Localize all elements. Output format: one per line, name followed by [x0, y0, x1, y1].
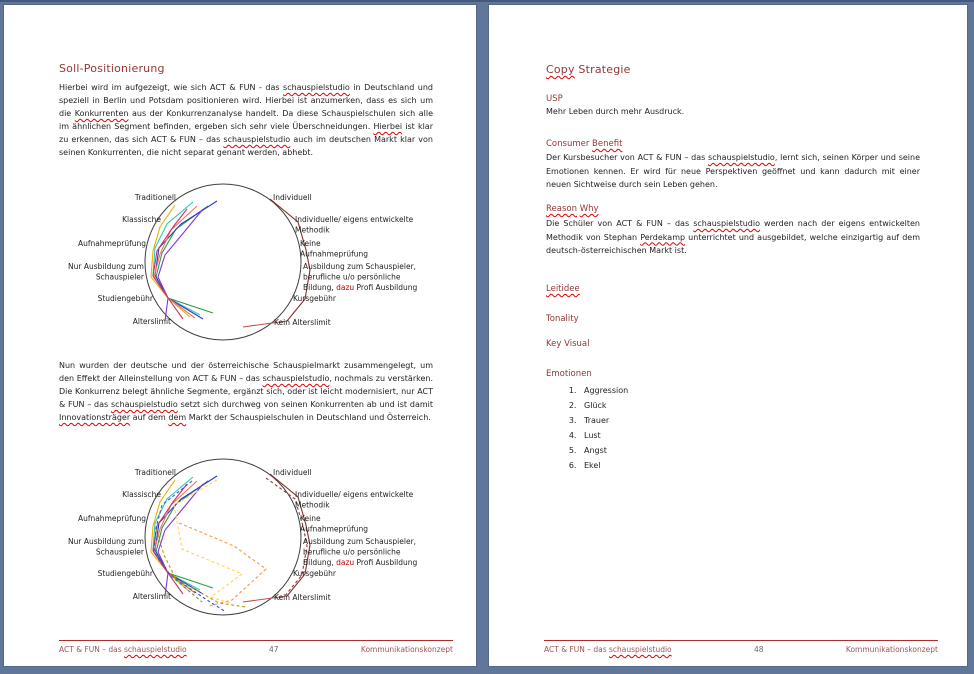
emotion-list: [546, 383, 628, 473]
text-segment: Consumer: [546, 139, 593, 149]
footer-doc-name: Kommunikationskonzept: [845, 645, 938, 654]
list-item: 3. Trauer: [579, 413, 628, 428]
label-tonality: Tonality: [546, 314, 579, 324]
chart-axis-label: Keine Aufnahmeprüfung: [300, 239, 369, 259]
chart-axis-label: Keine Aufnahmeprüfung: [300, 514, 369, 534]
paragraph-positioning-intro: [59, 81, 433, 159]
misspelled-word: schauspielstudio: [708, 153, 775, 162]
list-item: 2. Glück: [579, 398, 628, 413]
list-item: 1. Aggression: [579, 383, 628, 398]
misspelled-word: Hierbei: [373, 122, 403, 131]
list-item: 6. Ekel: [579, 458, 628, 473]
page-footer: [544, 640, 938, 654]
text-segment: , nochmals zu verstärken. Die Konkurrenz belegt ähnliche Segmente, ergänzt sich, oder ist leicht modernisiert, nur ACT & FUN – das: [59, 374, 433, 409]
misspelled-word: dem: [168, 413, 187, 422]
chart-axis-label: Kursgebühr: [293, 294, 337, 303]
chart-series-line: [155, 476, 217, 594]
label-leitidee: [546, 284, 580, 294]
misspelled-word: Copy: [546, 63, 575, 76]
text-segment: ist klar zu erkennen, das sich ACT & FUN – das: [59, 122, 434, 144]
chart-axis-label: Traditionell: [134, 193, 176, 202]
misspelled-word: Why: [579, 204, 599, 214]
page-48: [488, 4, 968, 667]
label-usp: USP: [546, 94, 563, 104]
text-segment: setzt sich durchweg von seinen Konkurrenten ab und ist damit: [177, 400, 433, 409]
chart-axis-label: Aufnahmeprüfung: [77, 514, 146, 523]
heading-copy-strategie: [546, 63, 631, 76]
chart-axis-label: Individuelle/ eigens entwickelte Methodik: [295, 215, 414, 235]
chart-series-line: [179, 523, 266, 606]
misspelled-word: Leitidee: [546, 284, 580, 294]
text-segment: aus der Konkurrenzanalyse handelt. Da diese Schauspielschulen sich alle im ähnlichen Segment befinden, ergeben sich sehr viele Überschneidungen.: [59, 109, 434, 131]
text-segment: werden nach der eigens entwickelten Methodik von Stephan: [546, 219, 921, 242]
chart-axis-label: Individuelle/ eigens entwickelte Methodik: [295, 490, 414, 510]
text-segment: Nun wurden der deutsche und der österreichische Schauspielmarkt zusammengelegt, um den Effekt der Alleinstellung von ACT & FUN – das: [59, 361, 433, 383]
footer-brand: [59, 645, 187, 654]
text-consumer-benefit: [546, 151, 920, 192]
text-segment: auf dem: [130, 413, 169, 422]
text-segment: unterrichtet und ausgebildet, welche einzigartig auf dem deutsch-österreichischen Markt ist.: [546, 232, 920, 255]
misspelled-word: Benefit: [592, 139, 623, 149]
page-47: [3, 4, 477, 667]
text-reason-why: [546, 217, 920, 258]
chart-axis-label: Kein Alterslimit: [274, 318, 331, 327]
chart-axis-label: Traditionell: [134, 468, 176, 477]
label-consumer-benefit: [546, 139, 622, 149]
chart-axis-label: Ausbildung zum Schauspieler, berufliche u/o persönliche Bildung, dazu Profi Ausbildung: [303, 262, 418, 292]
misspelled-word: Reason: [546, 204, 577, 214]
text-segment: Markt der Schauspielschulen in Deutschland und Österreich.: [186, 413, 431, 422]
misspelled-word: schauspielstudio: [124, 645, 187, 654]
chart-axis-label: Studiengebühr: [97, 569, 153, 578]
footer-brand: [544, 645, 672, 654]
chart-series-line: [155, 201, 217, 319]
text-segment: Der Kursbesucher von ACT & FUN – das: [546, 153, 709, 162]
heading-soll-positionierung: Soll-Positionierung: [59, 62, 165, 75]
chart-axis-label: Aufnahmeprüfung: [77, 239, 146, 248]
chart-axis-label: Nur Ausbildung zum Schauspieler: [68, 537, 144, 557]
text-segment: ACT & FUN – das: [544, 645, 610, 654]
misspelled-word: schauspielstudio: [111, 400, 178, 409]
misspelled-word: schauspielstudio: [609, 645, 672, 654]
chart-axis-label: Klassische: [122, 215, 161, 224]
misspelled-word: Konkurrenten: [74, 109, 129, 118]
misspelled-word: Perdekamp: [640, 232, 686, 242]
positioning-chart-combined: [4, 453, 478, 633]
text-segment: Die Schüler von ACT & FUN – das: [546, 219, 694, 228]
chart-axis-label: Alterslimit: [132, 592, 171, 601]
misspelled-word: Innovationsträger: [59, 413, 131, 422]
chart-axis-label: Kein Alterslimit: [274, 593, 331, 602]
text-segment: ACT & FUN – das: [59, 645, 125, 654]
label-reason-why: [546, 204, 599, 214]
chart-axis-label: Nur Ausbildung zum Schauspieler: [68, 262, 144, 282]
misspelled-word: schauspielstudio: [283, 83, 350, 92]
chart-axis-label: Individuell: [273, 468, 312, 477]
paragraph-market-merge: [59, 359, 433, 424]
chart-axis-label: Kursgebühr: [293, 569, 337, 578]
text-usp: Mehr Leben durch mehr Ausdruck.: [546, 107, 685, 116]
misspelled-word: schauspielstudio: [223, 135, 291, 144]
chart-axis-label: Individuell: [273, 193, 312, 202]
misspelled-word: schauspielstudio: [693, 219, 760, 228]
footer-page-number: 47: [269, 645, 279, 654]
text-segment: in Deutschland und speziell in Berlin und Potsdam positionieren wird. Hierbei ist anzumerken, dass es sich um die: [59, 83, 434, 118]
label-emotionen: Emotionen: [546, 369, 592, 379]
label-key-visual: Key Visual: [546, 339, 590, 349]
chart-axis-label: Klassische: [122, 490, 161, 499]
page-footer: [59, 640, 453, 654]
chart-axis-label: Alterslimit: [132, 317, 171, 326]
text-segment: auch im deutschen Markt klar von seinen Konkurrenten, die nicht separat genant werden, abhebt.: [59, 135, 433, 157]
list-item: 4. Lust: [579, 428, 628, 443]
chart-axis-label: Studiengebühr: [97, 294, 153, 303]
chart-axis-label: Ausbildung zum Schauspieler, berufliche u/o persönliche Bildung, dazu Profi Ausbildung: [303, 537, 418, 567]
list-item: 5. Angst: [579, 443, 628, 458]
text-segment: , lernt sich, seinen Körper und seine Emotionen kennen. Er wird für neue Perspektiven geöffnet und kann dadurch mit einer neuen Sichtweise durch sein Leben gehen.: [546, 153, 921, 189]
text-segment: Hierbei wird im aufgezeigt, wie sich ACT & FUN - das: [59, 83, 284, 92]
positioning-chart-germany: [4, 178, 478, 358]
misspelled-word: schauspielstudio: [262, 374, 330, 383]
footer-doc-name: Kommunikationskonzept: [360, 645, 453, 654]
footer-page-number: 48: [754, 645, 764, 654]
text-segment: Strategie: [574, 63, 631, 76]
